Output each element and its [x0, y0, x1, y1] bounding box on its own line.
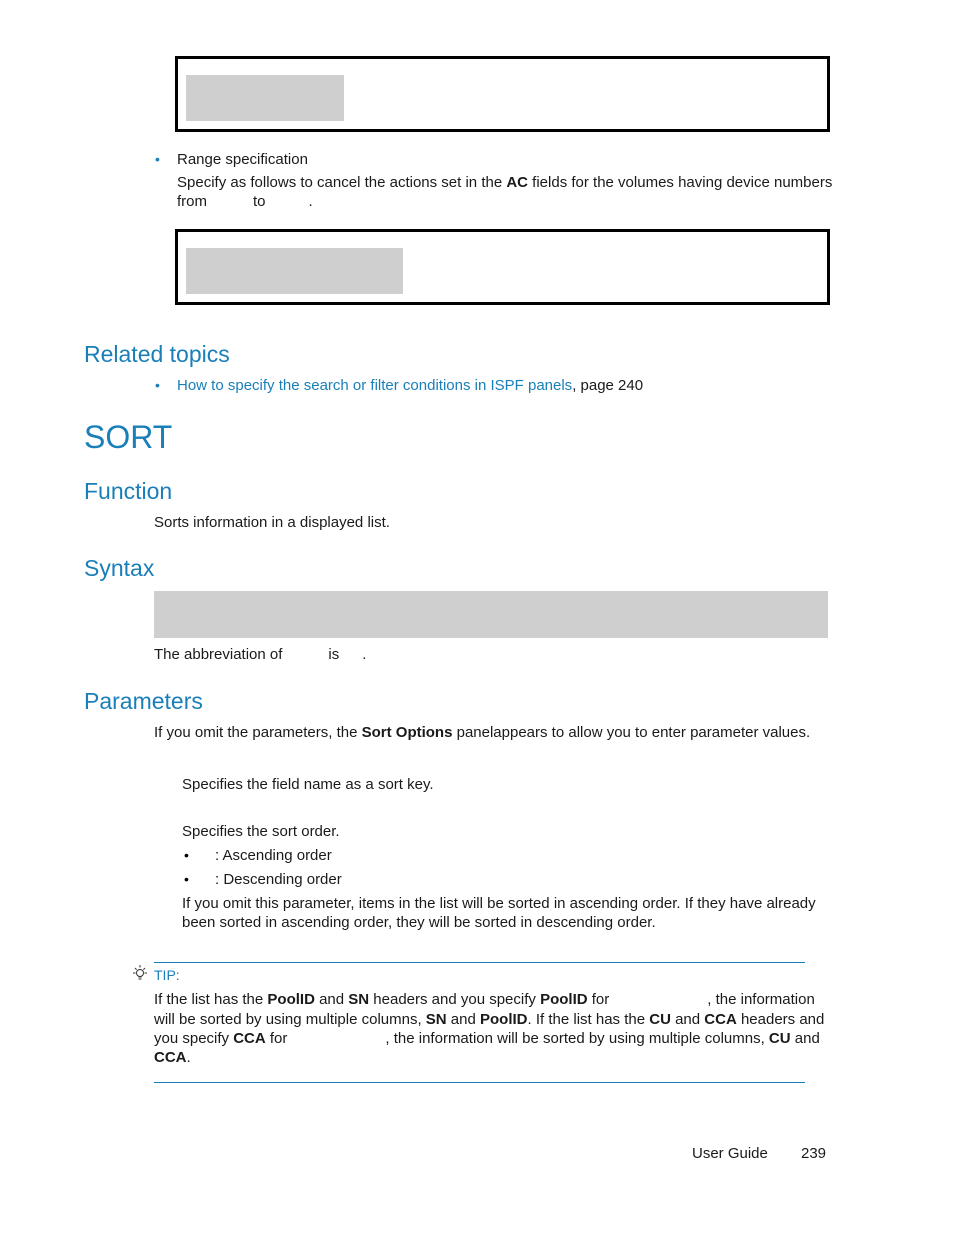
bullet-marker: •: [184, 871, 189, 887]
range-spec-description-line2: from to .: [177, 193, 313, 210]
syntax-heading: Syntax: [84, 555, 155, 581]
parameters-heading: Parameters: [84, 688, 203, 714]
abbreviation-text: The abbreviation of is .: [154, 646, 367, 663]
order-option-ascending: : Ascending order: [215, 847, 332, 864]
code-example-shaded-2: [186, 248, 403, 294]
range-spec-label: Range specification: [177, 151, 308, 168]
tip-bottom-rule: [154, 1082, 805, 1083]
related-topics-heading: Related topics: [84, 341, 230, 367]
tip-label: TIP:: [154, 967, 180, 983]
related-topic-item: How to specify the search or filter conditions in ISPF panels, page 240: [177, 377, 644, 394]
code-example-box-2: [175, 229, 830, 305]
bullet-marker: •: [155, 377, 160, 393]
code-example-shaded-1: [186, 75, 344, 121]
bullet-marker: •: [184, 847, 189, 863]
tip-line-4: CCA.: [154, 1049, 191, 1066]
footer-page-number: 239: [801, 1145, 827, 1162]
lightbulb-icon: [131, 964, 149, 984]
order-option-descending: : Descending order: [215, 871, 342, 888]
related-topic-link[interactable]: How to specify the search or filter conditions in ISPF panels: [177, 377, 573, 394]
tip-line-2: will be sorted by using multiple columns, SN and PoolID. If the list has the CU and CCA headers and: [154, 1011, 825, 1028]
tip-top-rule: [154, 962, 805, 963]
syntax-code-block: [154, 591, 828, 638]
function-heading: Function: [84, 478, 173, 504]
tip-line-3: you specify CCA for , the information will be sorted by using multiple columns, CU and: [154, 1030, 820, 1047]
field-parameter-description: Specifies the field name as a sort key.: [182, 776, 434, 793]
footer-guide-title: User Guide: [692, 1145, 768, 1162]
order-parameter-description: Specifies the sort order.: [182, 823, 340, 840]
function-text: Sorts information in a displayed list.: [154, 514, 390, 531]
tip-line-1: If the list has the PoolID and SN headers and you specify PoolID for , the information: [154, 991, 815, 1008]
code-example-box-1: [175, 56, 830, 132]
bullet-marker: •: [155, 151, 160, 167]
range-spec-description: Specify as follows to cancel the actions set in the AC fields for the volumes having device numbers: [177, 174, 833, 191]
parameters-intro: If you omit the parameters, the Sort Options panelappears to allow you to enter parameter values.: [154, 724, 811, 741]
command-title: SORT: [84, 419, 173, 455]
omit-note-line2: been sorted in ascending order, they will be sorted in descending order.: [182, 914, 656, 931]
omit-note-line1: If you omit this parameter, items in the list will be sorted in ascending order. If they have already: [182, 895, 816, 912]
